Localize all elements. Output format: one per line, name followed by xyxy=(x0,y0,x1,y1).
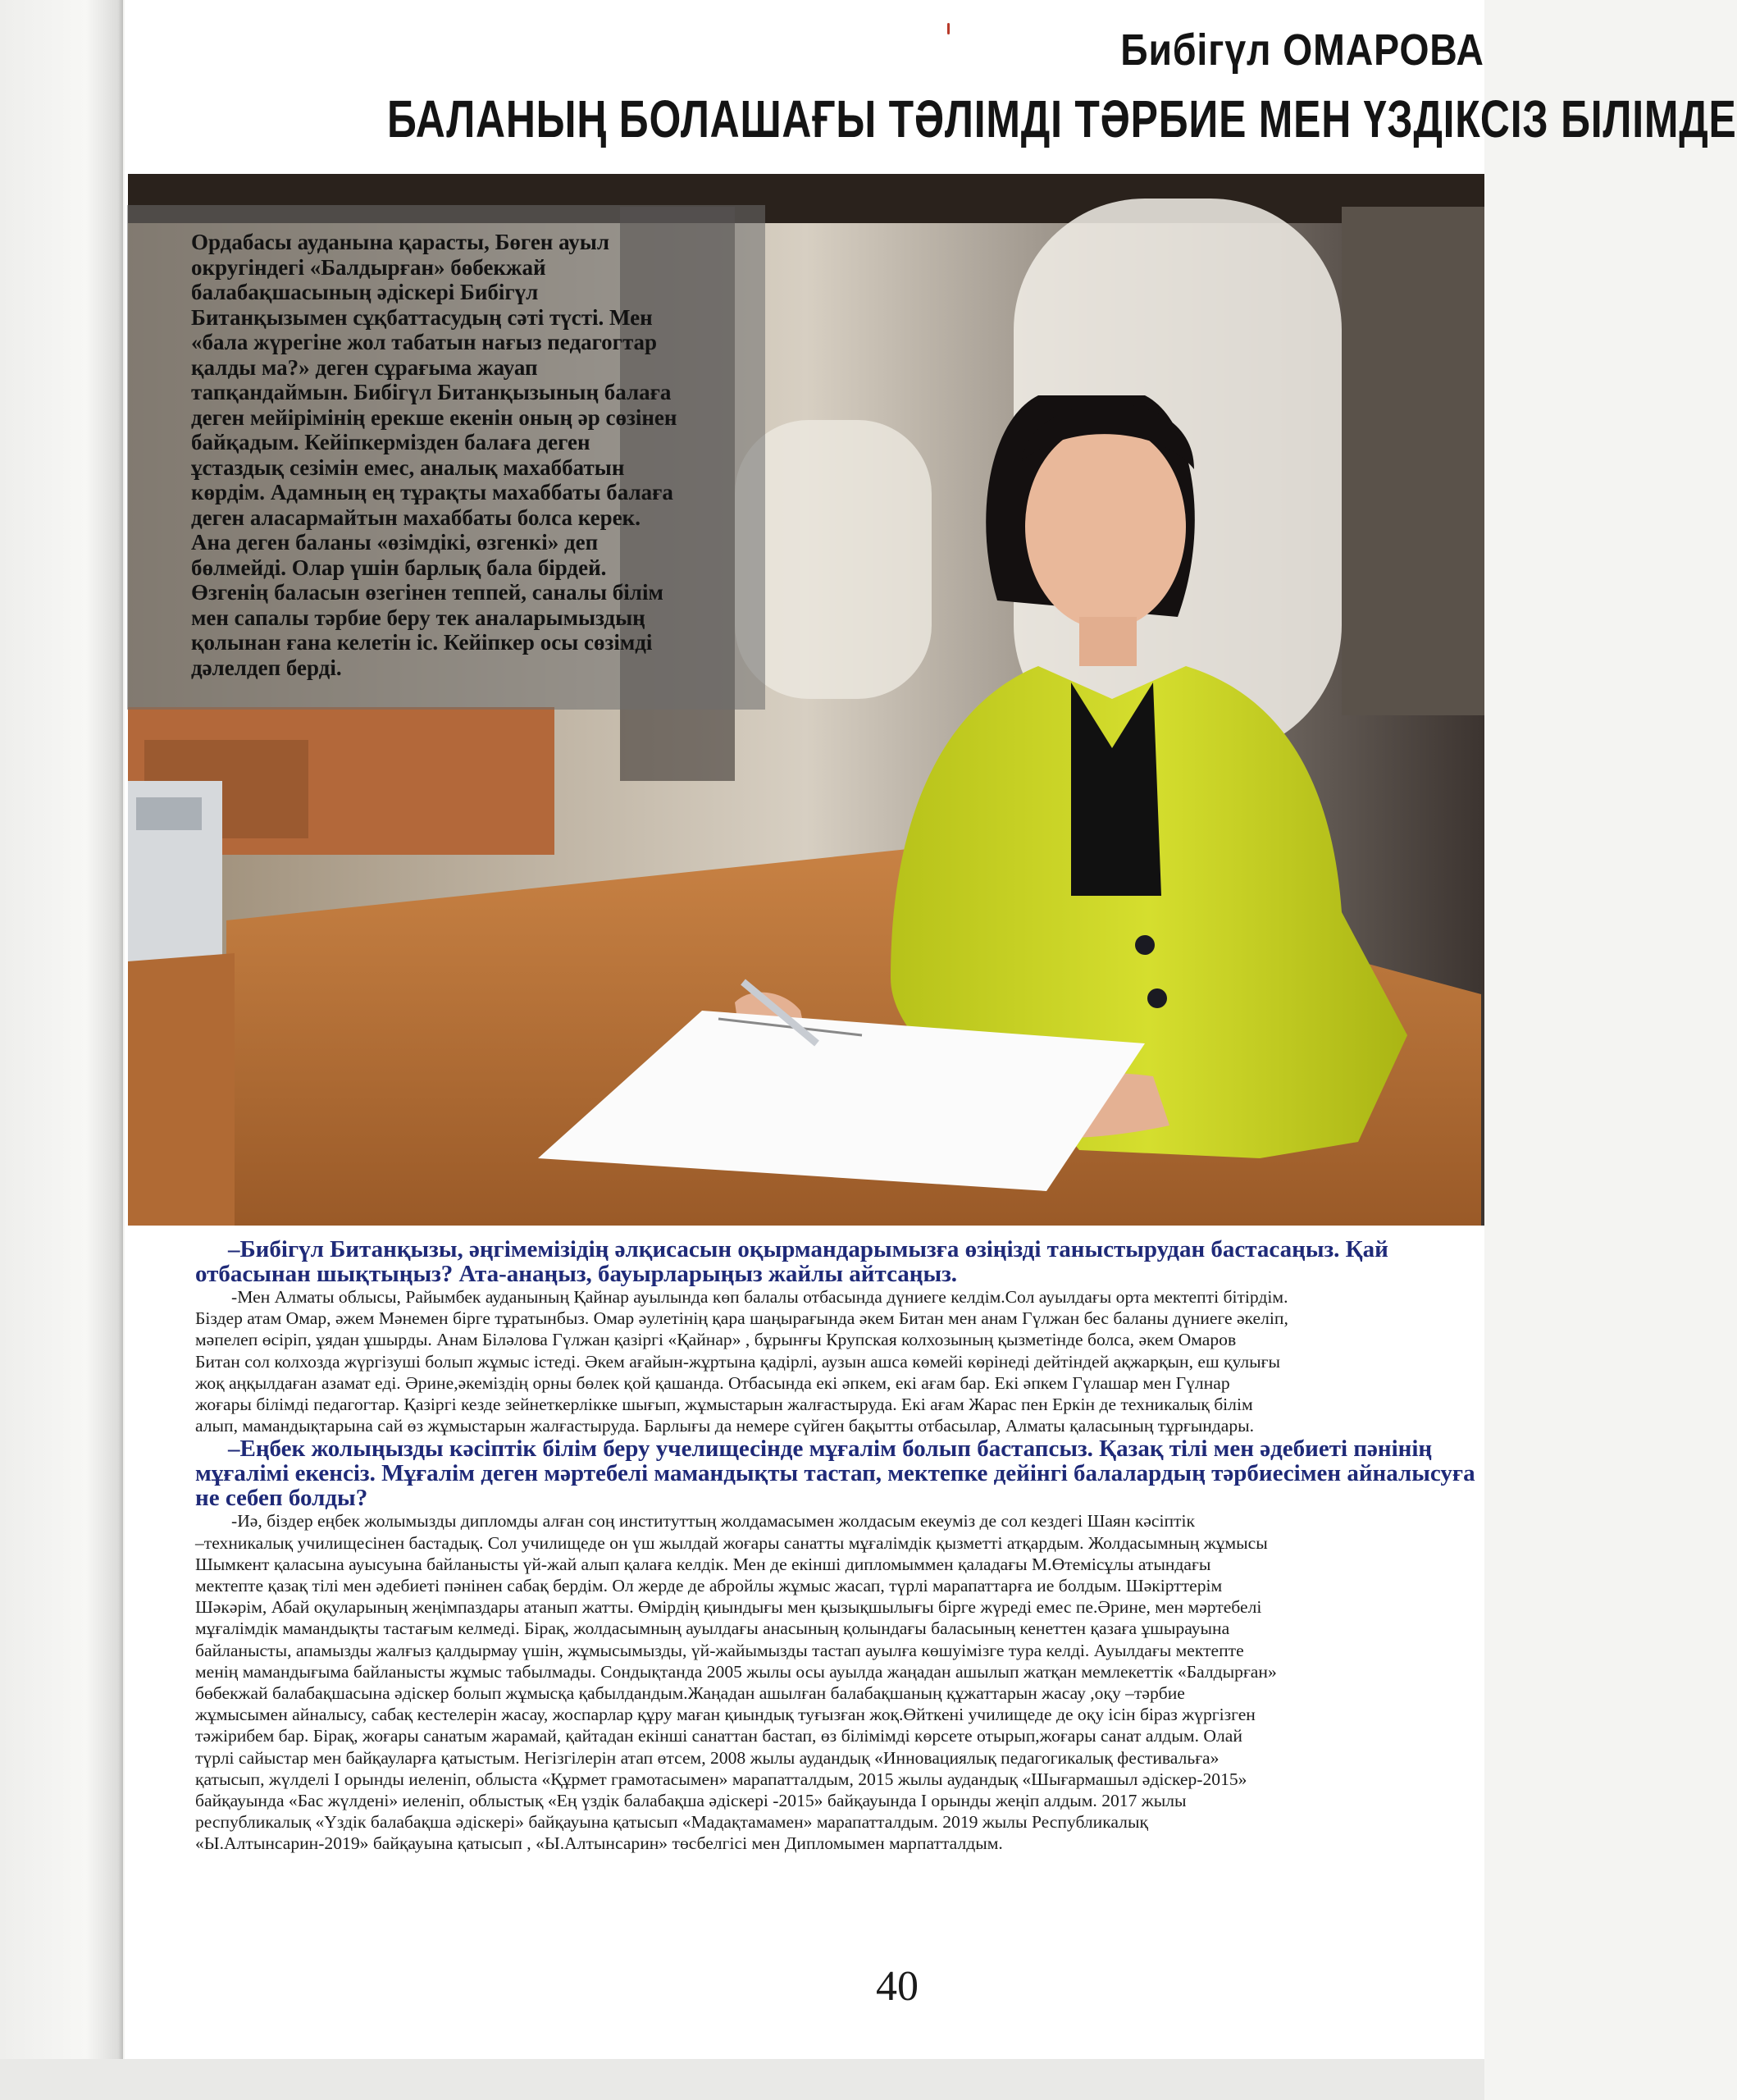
intro-line: деген мейірімінің ерекше екенін оның әр сөзінен xyxy=(191,404,677,430)
question-1-line: отбасынан шықтыңыз? Ата-анаңыз, бауырларыңыз жайлы айтсаңыз. xyxy=(195,1261,958,1287)
answer-1-line: алып, мамандықтарына сай өз жұмыстарын жалғастыруда. Барлығы да немере сүйген бақытты отбасылар, Алматы қаласының тұрғындары. xyxy=(195,1416,1255,1436)
answer-1-line: мәпелеп өсіріп, ұядан ұшырды. Анам Біләлова Гүлжан қазіргі «Қайнар» , бұрынғы Крупская колхозының қызметінде болса, әкем Омаров xyxy=(195,1330,1237,1350)
answer-2-line: –техникалық училищесінен бастадық. Сол училищеде он үш жылдай жоғары санатты мұғалімдік қызметті атқардым. Жолдасымның жұмысы xyxy=(195,1532,1268,1553)
page-number: 40 xyxy=(876,1963,919,2010)
answer-2-line: мұғалімдік мамандықты тастағым келмеді. Бірақ, жолдасымның ауылдағы анасының қолындағы баласының кенеттен қазаға ұшырауына xyxy=(195,1618,1230,1639)
author-name: Бибігүл ОМАРОВА xyxy=(1120,25,1484,75)
answer-2-line: байланысты, апамызды жалғыз қалдырмау үшін, жұмысымызды, үй-жайымызды тастап ауылға көшуімізге тура келді. Ауылдағы мектепте xyxy=(195,1640,1244,1660)
intro-line: байқадым. Кейіпкермізден балаға деген xyxy=(191,430,590,454)
print-speck xyxy=(947,23,950,34)
answer-1-line: Битан сол колхозда жүргізуші болып жұмыс істеді. Әкем ағайын-жұртына қадірлі, аузын ашса көмейі көрінеді дейтіндей ақжарқын, еш қулығы xyxy=(195,1351,1281,1372)
intro-line: Өзгенің баласын өзегінен теппей, саналы білім xyxy=(191,580,663,605)
intro-line: деген аласармайтын махаббаты болса керек. xyxy=(191,504,641,530)
intro-panel xyxy=(127,205,765,710)
intro-line: округіндегі «Балдырған» бөбекжай xyxy=(191,254,546,280)
intro-line: балабақшасының әдіскері Бибігүл xyxy=(191,280,539,304)
answer-2-line: -Иә, біздер еңбек жолымызды дипломды алған соң институттың жолдамасымен жолдасым екеуміз де сол кездегі Шаян кәсіптік xyxy=(231,1511,1195,1532)
intro-line: Битанқызымен сұқбаттасудың сәті түсті. Мен xyxy=(191,304,653,330)
answer-2-line: Шәкәрім, Абай оқуларының жеңімпаздары атанып жатты. Өмірдің қиындығы мен қызықшылығы бірге жүреді емес пе.Әрине, мен мәртебелі xyxy=(195,1597,1262,1618)
intro-line: дәлелдеп берді. xyxy=(191,655,342,680)
article-headline: БАЛАНЫҢ БОЛАШАҒЫ ТӘЛІМДІ ТӘРБИЕ МЕН ҮЗДІКСІЗ БІЛІМДЕ xyxy=(387,89,1737,148)
intro-line: «бала жүрегіне жол табатын нағыз педагогтар xyxy=(191,330,658,354)
intro-line: қалды ма?» деген сұрағыма жауап xyxy=(191,354,538,380)
intro-line: қолынан ғана келетін іс. Кейіпкер осы сөзімді xyxy=(191,630,653,655)
page-bottom-edge xyxy=(0,2059,1484,2100)
answer-2-line: тәжірибем бар. Бірақ, жоғары санатым жарамай, қайтадан екінші санаттан бастап, өз білімімді көрсете отырып,жоғары санат алдым. Олай xyxy=(195,1726,1242,1746)
answer-2-line: менің мамандығыма байланысты жұмыс табылмады. Сондықтанда 2005 жылы осы ауылда жаңадан ашылып жатқан мемлекеттік «Балдырған» xyxy=(195,1661,1277,1682)
intro-line: ұстаздық сезімін емес, аналық махаббатын xyxy=(191,454,625,480)
intro-line: тапқандаймын. Бибігүл Битанқызының балаға xyxy=(191,380,672,404)
answer-2-line: қатысып, жүлделі І орынды иеленіп, облыста «Құрмет грамотасымен» марапатталдым, 2015 жылы аудандық «Шығармашыл әдіскер-2015» xyxy=(195,1769,1247,1789)
answer-2-line: түрлі сайыстар мен байқауларға қатыстым. Негізгілерін атап өтсем, 2008 жылы аудандық «Инновациялық педагогикалық фестивальға» xyxy=(195,1747,1220,1768)
intro-line: Ордабасы ауданына қарасты, Бөген ауыл xyxy=(191,230,609,254)
answer-1-line: -Мен Алматы облысы, Райымбек ауданының Қайнар ауылында көп балалы отбасында дүниеге келдім.Сол ауылдағы орта мектепті бітірдім. xyxy=(231,1287,1288,1307)
intro-line: мен сапалы тәрбие беру тек аналарымыздың xyxy=(191,605,645,630)
intro-line: көрдім. Адамның ең тұрақты махаббаты балаға xyxy=(191,480,673,504)
answer-2-line: мектепте қазақ тілі мен әдебиеті пәнінен сабақ бердім. Ол жерде де абройлы жұмыс жасап, түрлі марапаттарға ие болдым. Шәкірттерім xyxy=(195,1576,1223,1596)
intro-line: Ана деген баланы «өзімдікі, өзгенкі» деп xyxy=(191,530,599,555)
question-2-line: –Еңбек жолыңызды кәсіптік білім беру учелищесінде мұғалім болып бастапсыз. Қазақ тілі мен әдебиеті пәнінің xyxy=(228,1436,1433,1463)
answer-2-line: республикалық «Үздік балабақша әдіскері» байқауына қатысып «Мадақтамамен» марапатталдым. 2019 жылы Республикалық xyxy=(195,1812,1148,1833)
question-2-line: не себеп болды? xyxy=(195,1485,368,1512)
question-1-line: –Бибігүл Битанқызы, әңгімемізідің әлқисасын оқырмандарымызға өзіңізді таныстырудан бастасаңыз. Қай xyxy=(228,1236,1388,1262)
answer-2-line: байқауында «Бас жүлдені» иеленіп, облыстық «Ең үздік балабақша әдіскері -2015» байқауында І орынды жеңіп алдым. 2017 жылы xyxy=(195,1791,1187,1811)
answer-1-line: Біздер атам Омар, әжем Мәнемен бірге тұратынбыз. Омар әулетінің қара шаңырағында әкем Битан мен анам Гүлжан бес баланы дүниеге әкеліп, xyxy=(195,1308,1288,1329)
intro-line: бөлмейді. Олар үшін барлық бала бірдей. xyxy=(191,555,607,580)
intro-text xyxy=(191,230,724,680)
answer-2-line: жұмысымен айналысу, сабақ кестелерін жасау, жоспарлар құру маған қиындық туғызған жоқ.Өйткені училищеде де оқу ісін біраз жүргізген xyxy=(195,1705,1256,1725)
answer-1-line: жоғары білімді педагогтар. Қазіргі кезде зейнеткерлікке шығып, жұмыстарын жалғастыруда. Екі ағам Жарас пен Еркін де техникалық білім xyxy=(195,1395,1253,1415)
page-binding-margin xyxy=(0,0,123,2100)
question-2-line: мұғалімі екенсіз. Мұғалім деген мәртебелі мамандықты тастап, мектепке дейінгі балалардың тәрбиесімен айналысуға xyxy=(195,1460,1475,1487)
answer-2-line: «Ы.Алтынсарин-2019» байқауына қатысып , «Ы.Алтынсарин» төсбелгісі мен Дипломымен марпатталдым. xyxy=(195,1833,1003,1854)
answer-2-line: бөбекжай балабақшасына әдіскер болып жұмысқа қабылдандым.Жаңадан ашылған балабақшаның құжаттарын жасау ,оқу –тәрбие xyxy=(195,1683,1185,1704)
answer-2-line: Шымкент қаласына ауысуына байланысты үй-жай алып қалаға келдік. Мен де екінші дипломыммен қаладағы М.Өтемісұлы атындағы xyxy=(195,1554,1211,1574)
interview-body xyxy=(195,1237,1484,1967)
answer-1-line: жоқ аңқылдаған азамат еді. Әрине,әкеміздің орны бөлек қой қашанда. Отбасында екі әпкем, екі ағам бар. Екі әпкем Гүлашар мен Гүлнар xyxy=(195,1372,1230,1393)
